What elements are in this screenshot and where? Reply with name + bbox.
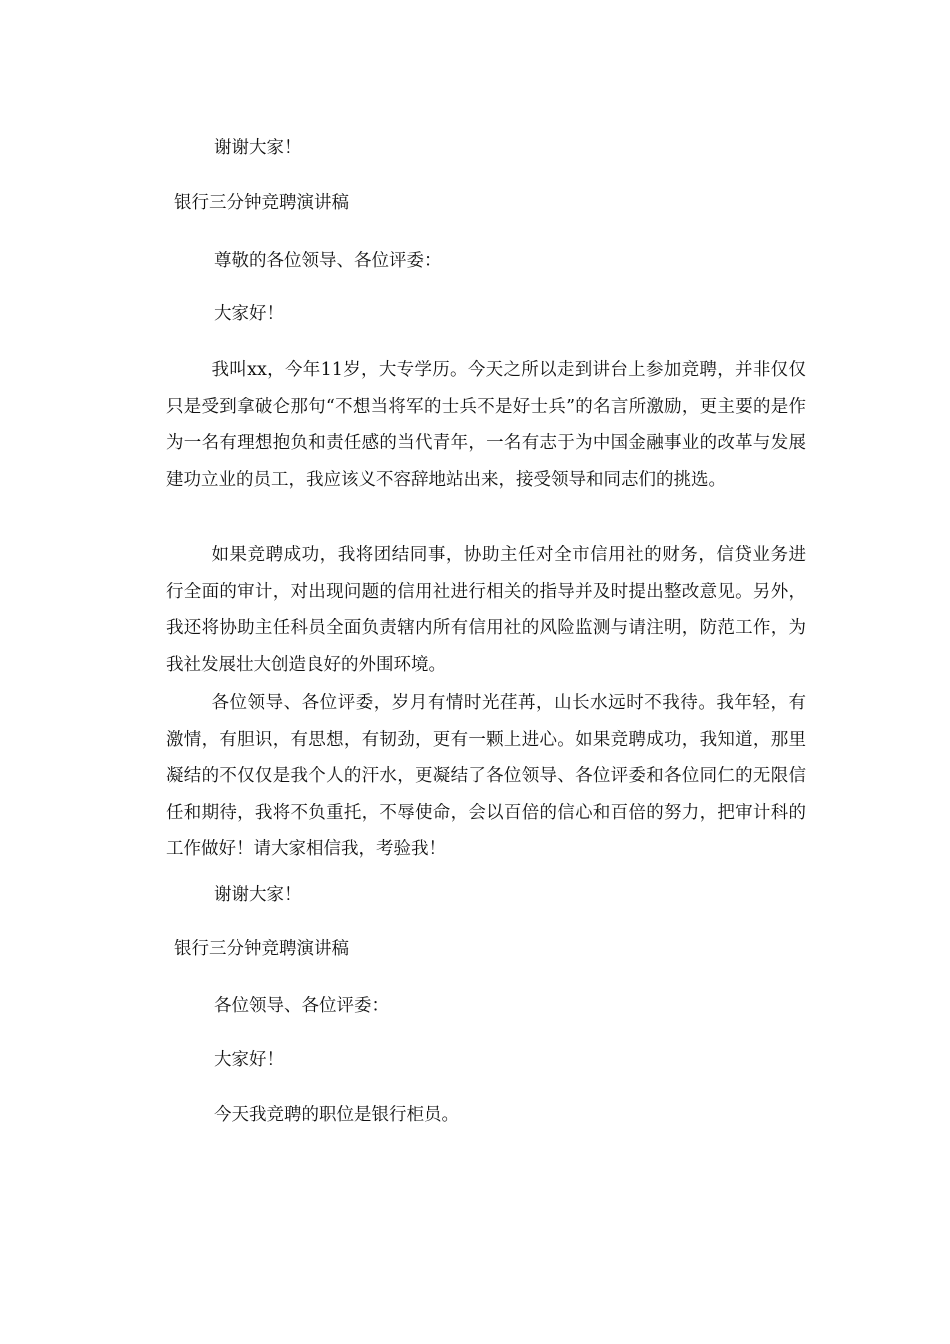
speech-title: 银行三分钟竞聘演讲稿 (174, 193, 349, 213)
salutation: 各位领导、各位评委： (214, 996, 389, 1016)
speech-title: 银行三分钟竞聘演讲稿 (174, 939, 349, 959)
paragraph-plan: 如果竞聘成功，我将团结同事，协助主任对全市信用社的财务，信贷业务进行全面的审计，对出现问题的信用社进行相关的指导并及时提出整改意见。另外，我还将协助主任科员全面负责辖内所有信用社的风险监测与请注明，防范工作，为我社发展壮大创造良好的外围环境。 (166, 545, 806, 675)
salutation: 尊敬的各位领导、各位评委： (214, 251, 442, 271)
closing-thanks: 谢谢大家！ (214, 885, 302, 905)
greeting: 大家好！ (214, 1050, 284, 1070)
closing-thanks: 谢谢大家！ (214, 138, 302, 158)
paragraph-pledge: 各位领导、各位评委，岁月有情时光荏苒，山长水远时不我待。我年轻，有激情，有胆识，有思想，有韧劲，更有一颗上进心。如果竞聘成功，我知道，那里凝结的不仅仅是我个人的汗水，更凝结了各位领导、各位评委和各位同仁的无限信任和期待，我将不负重托，不辱使命，会以百倍的信心和百倍的努力，把审计科的工作做好！请大家相信我，考验我！ (166, 693, 806, 859)
paragraph-opening: 今天我竞聘的职位是银行柜员。 (214, 1105, 459, 1125)
greeting: 大家好！ (214, 304, 284, 324)
paragraph-introduction: 我叫xx，今年11岁，大专学历。今天之所以走到讲台上参加竞聘，并非仅仅只是受到拿破仑那句“不想当将军的士兵不是好士兵”的名言所激励，更主要的是作为一名有理想抱负和责任感的当代青年，一名有志于为中国金融事业的改革与发展建功立业的员工，我应该义不容辞地站出来，接受领导和同志们的挑选。 (166, 360, 806, 490)
